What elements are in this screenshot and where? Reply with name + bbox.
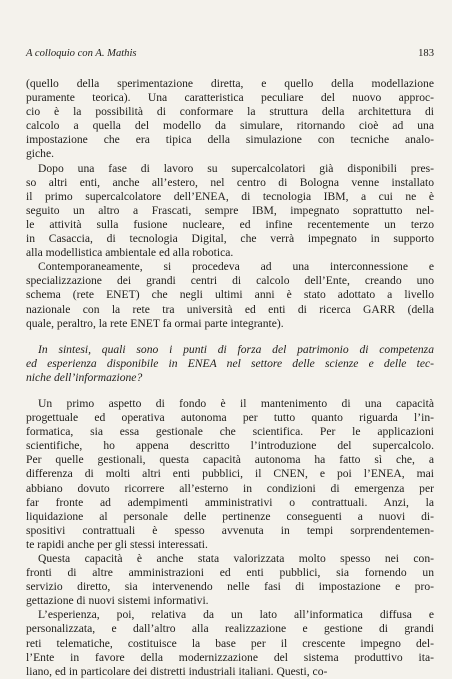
text-line: specializzazione dei grandi centri di calcolo dell’Ente, creando uno [26,274,434,288]
paragraph [26,608,434,678]
running-header [26,48,434,64]
text-line: quale, peraltro, la rete ENET fa ormai parte integrante). [26,316,284,330]
text-line: puramente teorica). Una caratteristica peculiare del nuovo approc- [26,91,434,105]
text-line: l’Ente in favore della modernizzazione del sistema produttivo ita- [26,650,434,664]
text-line: niche dell’informazione? [26,370,143,384]
text-line: il primo supercalcolatore dell’ENEA, di tecnologia IBM, a cui ne è [26,189,434,203]
interview-question [26,343,434,385]
text-line: abbiano dovuto ricorrere all’esterno in condizioni di emergenza per [26,481,434,495]
text-line: seguito un altro a Frascati, sempre IBM, impegnato soprattutto nel- [26,203,434,217]
paragraph [26,77,434,162]
text-line: giche. [26,147,55,161]
paragraph [26,162,434,261]
text-line: liquidazione al personale delle pertinenze conseguenti a nuovi di- [26,509,434,523]
text-line: calcolo a quella del modello da simulare, ritornando cioè ad una [26,119,434,133]
text-line: Contemporaneamente, si procedeva ad una interconnessione e [38,260,434,274]
text-line: gettazione di nuovi sistemi informativi. [26,594,209,608]
text-line: te rapidi anche per gli stessi interessati. [26,537,208,551]
text-line: differenza di molti altri enti pubblici, il CNEN, e poi l’ENEA, mai [26,467,434,481]
text-line: (quello della sperimentazione diretta, e quello della modellazione [26,77,434,90]
text-line: formatica, sia essa gestionale che scientifica. Per le applicazioni [26,425,434,439]
text-line: servizio diretto, sia intervenendo nelle fasi di impostazione e pro- [26,580,434,594]
text-line: so altri enti, anche all’estero, nel centro di Bologna venne installato [26,175,434,189]
text-line: spositivi contrattuali è spesso avvenuta in tempi sorprendentemen- [26,523,434,537]
body-text [26,77,434,679]
running-title: A colloquio con A. Mathis [26,48,137,59]
text-line: In sintesi, quali sono i punti di forza del patrimonio di competenza [38,342,434,356]
paragraph [26,552,434,608]
text-line: L’esperienza, poi, relativa da un lato all’informatica diffusa e [38,608,434,622]
text-line: schema (rete ENET) che negli ultimi anni è stato adottato a livello [26,288,434,302]
text-line: nazionale con la rete tra università ed enti di ricerca GARR (della [26,302,434,316]
text-line: ed esperienza disponibile in ENEA nel settore delle scienze e delle tec- [26,356,434,370]
text-line: Un primo aspetto di fondo è il mantenimento di una capacità [38,396,434,410]
text-line: scientifiche, ho appena descritto l’introduzione del supercalcolo. [26,439,434,453]
text-line: far fronte ad adempimenti amministrativi o contrattuali. Anzi, la [26,495,434,509]
text-line: cio è la possibilità di conformare la struttura della architettura di [26,105,434,119]
text-line: reti telematiche, costituisce la base per il crescente impegno del- [26,636,434,650]
paragraph [26,397,434,552]
text-line: in Casaccia, di tecnologia Digital, che verrà impegnato in supporto [26,232,434,246]
paragraph [26,260,434,330]
text-line: Per quelle gestionali, questa capacità autonoma ha fatto sì che, a [26,453,434,467]
text-line: le attività sulla fusione nucleare, ed infine recentemente un terzo [26,217,434,231]
text-line: personalizzata, e dall’altro alla realizzazione e gestione di grandi [26,622,434,636]
text-line: Dopo una fase di lavoro su supercalcolatori già disponibili pres- [38,161,434,175]
text-line: liano, ed in particolare dei distretti industriali italiani. Questi, co- [26,664,328,678]
page-number: 183 [418,48,434,59]
text-line: alla modellistica ambientale ed alla robotica. [26,246,234,260]
text-line: progettuale ed operativa autonoma per tutto quanto riguarda l’in- [26,411,434,425]
text-line: impostazione che era tipica della simulazione con tecniche analo- [26,133,434,147]
text-line: fronti di altre amministrazioni ed enti pubblici, sia fornendo un [26,566,434,580]
text-line: Questa capacità è anche stata valorizzata molto spesso nei con- [38,552,434,565]
